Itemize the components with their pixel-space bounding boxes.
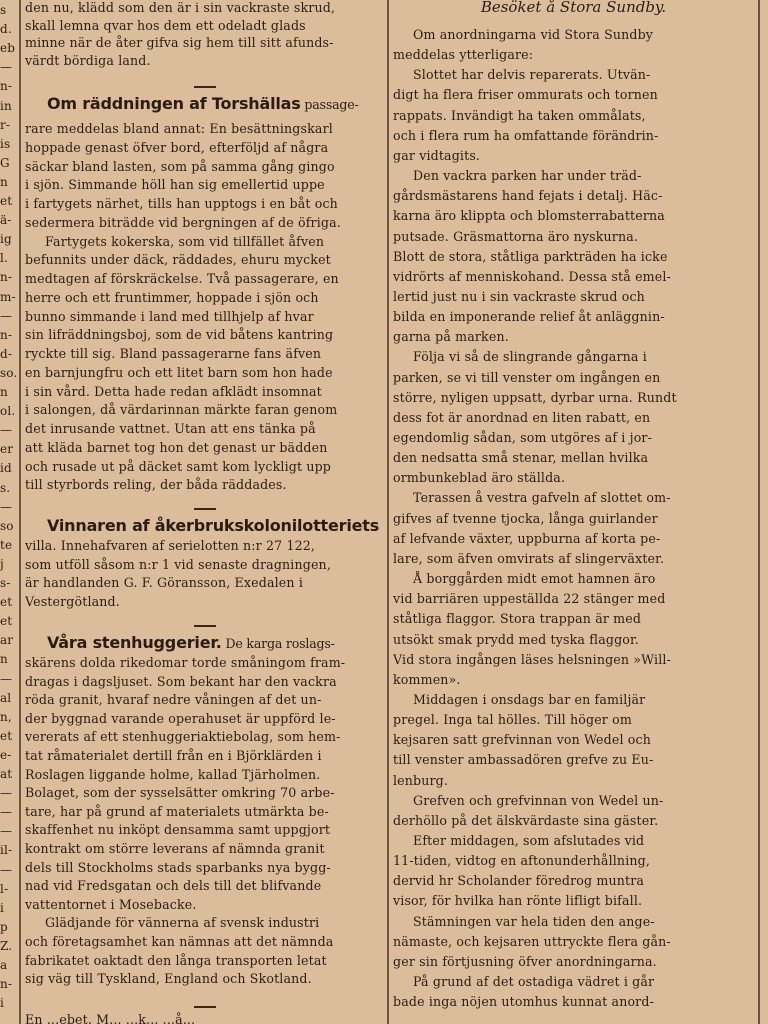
text-line: j (0, 556, 4, 571)
text-line: ger sin förtjusning öfver anordningarna. (393, 953, 657, 969)
text-line: s- (0, 576, 11, 590)
text-line: e- (0, 747, 12, 762)
text-line: kontrakt om större leverans af nämnda granit (25, 841, 325, 856)
text-line-cut: En ...ebet. M... ...k... ...å... (25, 1012, 196, 1024)
text-line: a (0, 958, 8, 972)
text-line: vid barriären uppeställda 22 stänger med (393, 591, 666, 607)
text-line: kejsaren satt grefvinnan von Wedel och (393, 732, 651, 748)
text-line: vidrörts af menniskohand. Dessa stå emel- (393, 268, 671, 284)
text-line: der byggnad varande operahuset är uppförd le- (25, 710, 336, 726)
text-line: Fartygets kokerska, som vid tillfället åfven (45, 233, 325, 249)
text-line: n- (0, 270, 13, 285)
text-line: villa. Innehafvaren af serielotten n:r 27 122, (25, 538, 316, 553)
text-line: r- (0, 117, 11, 132)
text-line: n (0, 385, 8, 399)
text-line: och rusade ut på däcket samt kom lyckligt upp (25, 458, 332, 474)
text-line: att kläda barnet tog hon det genast ur bädden (25, 439, 328, 455)
separator-dash (194, 86, 216, 88)
text-line: Roslagen liggande holme, kallad Tjärholmen. (25, 766, 321, 782)
text-line: so (0, 518, 14, 533)
text-line: Å borggården midt emot hamnen äro (413, 571, 656, 587)
text-line: digt ha flera friser ommurats och tornen (393, 87, 658, 103)
text-line: af lefvande växter, uppburna af korta pe- (393, 530, 661, 546)
text-line: och i flera rum ha omfattande förändrin- (393, 127, 659, 143)
column-rule-middle (387, 0, 389, 1024)
article-headline-torshalla: Om räddningen af Torshällas passage- (47, 94, 359, 113)
text-line: n (0, 652, 8, 667)
text-line: nad vid Fredsgatan och dels till det blifvande (25, 878, 322, 894)
text-line: säckar bland lasten, som på samma gång gingo (25, 158, 335, 174)
text-line: — (0, 805, 13, 820)
text-line: är handlanden G. F. Göransson, Exedalen i (25, 575, 303, 590)
article-title-sundby: Besöket å Stora Sundby. (480, 0, 667, 16)
text-line: Z. (0, 938, 13, 953)
text-line: Glädjande för vännerna af svensk industri (45, 915, 320, 931)
text-line: ståtliga flaggor. Stora trappan är med (393, 611, 642, 627)
text-line: gar vidtagits. (393, 147, 481, 163)
text-line: — (0, 671, 13, 686)
text-line: i sjön. Simmande höll han sig emellertid uppe (25, 177, 325, 193)
text-line: garna på marken. (393, 329, 509, 345)
text-line: tare, har på grund af materialets utmärkta be- (25, 803, 329, 819)
text-line: i sin vård. Detta hade redan afklädt insomnat (25, 383, 322, 399)
text-line: ig (0, 232, 12, 247)
text-line: dragas i dagsljuset. Som bekant har den vackra (25, 673, 337, 689)
text-line: — (0, 824, 13, 839)
text-line: herre och ett fruntimmer, hoppade i sjön och (25, 289, 319, 305)
text-line: n- (0, 79, 13, 94)
text-line: Bolaget, som der sysselsätter omkring 70 arbe- (25, 785, 335, 801)
text-line: parken, se vi till venster om ingången en (393, 369, 661, 385)
text-line: lare, som äfven omvirats af slingerväxter. (393, 550, 665, 566)
middle-column (23, 0, 385, 1024)
text-line: skaffenhet nu inköpt densamma samt uppgjort (25, 822, 331, 838)
text-line: dels till Stockholms stads sparbanks nya bygg- (25, 859, 331, 875)
text-line: hoppade genast öfver bord, efterföljd af några (25, 139, 329, 155)
text-line: n- (0, 327, 13, 342)
text-line: röda granit, hvaraf nedre våningen af det un- (25, 692, 322, 708)
text-line: medtagen af förskräckelse. Två passagerare, en (25, 271, 339, 286)
text-line: större, nyligen uppsatt, dyrbar urna. Rundt (393, 389, 677, 405)
text-line: er (0, 442, 14, 457)
text-line: rappats. Invändigt ha taken ommålats, (393, 107, 646, 123)
text-line: till venster ambassadören grefve zu Eu- (393, 752, 654, 768)
text-line: utsökt smak prydd med tyska flaggor. (393, 631, 639, 647)
text-line: en barnjungfru och ett litet barn som hon hade (25, 364, 333, 380)
text-line: Den vackra parken har under träd- (413, 168, 642, 184)
text-line: n- (0, 977, 13, 992)
text-line: eb (0, 41, 16, 56)
text-line: i (0, 900, 4, 915)
text-line: till styrbords reling, der båda räddades. (25, 477, 287, 493)
text-line: vattentornet i Mosebacke. (25, 896, 197, 912)
text-line: minne när de åter gifva sig hem till sitt afunds- (25, 35, 334, 50)
text-line: skall lemna qvar hos dem ett odeladt glads (25, 17, 306, 33)
text-line: lenburg. (393, 772, 449, 788)
text-line: Efter middagen, som afslutades vid (413, 833, 645, 848)
article-headline-stonecutters: Våra stenhuggerier. De karga roslags- (47, 633, 335, 652)
text-line: et (0, 194, 13, 208)
text-line: bunno simmande i land med tillhjelp af hvar (25, 308, 314, 324)
text-line: skärens dolda rikedomar torde småningom fram- (25, 655, 346, 670)
text-line: ol. (0, 404, 16, 419)
column-rule-left (19, 0, 21, 1024)
text-line: pregel. Inga tal hölles. Till höger om (393, 712, 632, 728)
text-line: dess fot är anordnad en liten rabatt, en (393, 409, 651, 425)
text-line: värdt bördiga land. (25, 52, 151, 68)
text-line: m- (0, 289, 16, 304)
text-line: — (0, 60, 13, 75)
text-line: et (0, 614, 13, 629)
text-line: Stämningen var hela tiden den ange- (413, 913, 655, 929)
text-line: som utföll såsom n:r 1 vid senaste dragningen, (25, 556, 331, 572)
text-line: det inrusande vattnet. Utan att ens tänka på (25, 421, 316, 436)
text-line: gifves af tvenne tjocka, långa guirlander (393, 510, 658, 526)
left-column-fragments (0, 0, 17, 1024)
text-line: bilda en imponerande relief åt anläggnin- (393, 309, 665, 325)
text-line: in (0, 98, 12, 113)
text-line: karna äro klippta och blomsterrabatterna (393, 208, 665, 224)
text-line: il- (0, 843, 13, 858)
text-line: tat råmaterialet dertill från en i Björklärden i (25, 748, 322, 763)
text-line: fabrikatet oaktadt den långa transporten letat (25, 952, 327, 968)
text-line: sedermera biträdde vid bergningen af de öfriga. (25, 214, 341, 230)
text-line: egendomlig sådan, som utgöres af i jor- (393, 430, 653, 445)
text-line: is (0, 136, 11, 151)
text-line: visor, för hvilka han rönte lifligt bifall. (393, 893, 643, 909)
column-rule-right (758, 0, 760, 1024)
text-line: — (0, 786, 13, 801)
text-line: Grefven och grefvinnan von Wedel un- (413, 792, 664, 808)
text-line: rare meddelas bland annat: En besättningskarl (25, 121, 333, 136)
text-line: al (0, 690, 12, 705)
text-line: Terassen å vestra gafveln af slottet om- (413, 490, 671, 506)
article-headline-lottery: Vinnaren af åkerbrukskolonilotteriets (47, 516, 380, 535)
text-line: at (0, 767, 13, 781)
text-line: och företagsamhet kan nämnas att det nämnda (25, 934, 334, 949)
text-line: ä- (0, 213, 12, 228)
text-line: gårdsmästarens hand fejats i detalj. Häc- (393, 188, 663, 204)
text-line: befunnits under däck, räddades, ehuru mycket (25, 252, 331, 268)
text-line: putsade. Gräsmattorna äro nyskurna. (393, 228, 639, 244)
text-line: n, (0, 709, 12, 724)
text-line: lertid just nu i sin vackraste skrud och (393, 288, 645, 304)
text-line: d. (0, 22, 12, 37)
text-line: — (0, 499, 13, 514)
separator-dash (194, 1006, 216, 1008)
text-line: — (0, 423, 13, 438)
text-line: i fartygets närhet, tills han upptogs i en båt och (25, 196, 338, 211)
text-line: bade inga nöjen utomhus kunnat anord- (393, 994, 654, 1010)
text-line: l- (0, 881, 9, 896)
text-line: sin lifräddningsboj, som de vid båtens kantring (25, 327, 334, 343)
text-line: et (0, 595, 13, 610)
text-line: et (0, 728, 13, 743)
text-line: so. (0, 365, 17, 380)
text-line: p (0, 919, 8, 934)
text-line: Middagen i onsdags bar en familjär (413, 691, 646, 707)
text-line: nämaste, och kejsaren uttryckte flera gån- (393, 933, 671, 949)
text-line: meddelas ytterligare: (393, 47, 534, 63)
text-line: s. (0, 480, 11, 495)
text-line: vererats af ett stenhuggeriaktiebolag, som hem- (25, 729, 341, 745)
text-line: Vid stora ingången läses helsningen »Will- (393, 651, 671, 667)
text-line: Om anordningarna vid Stora Sundby (413, 27, 654, 42)
text-line: G (0, 155, 10, 170)
text-line: i salongen, då värdarinnan märkte faran genom (25, 402, 338, 418)
text-line: kommen». (393, 671, 461, 687)
text-line: ormbunkeblad äro ställda. (393, 470, 566, 486)
text-line: n (0, 174, 8, 189)
text-line: — (0, 862, 13, 877)
text-line: d- (0, 346, 13, 361)
text-line: Blott de stora, ståtliga parkträden ha icke (393, 248, 668, 264)
text-line: — (0, 308, 13, 323)
text-line: Slottet har delvis reparerats. Utvän- (413, 67, 651, 83)
text-line: derhöllo på det älskvärdaste sina gäster. (393, 812, 659, 828)
text-line: i (0, 996, 4, 1011)
text-line: På grund af det ostadiga vädret i går (413, 974, 655, 990)
text-line: den nu, klädd som den är i sin vackraste skrud, (25, 0, 336, 15)
text-line: ryckte till sig. Bland passagerarne fans äfven (25, 346, 322, 361)
right-column (391, 0, 756, 1024)
separator-dash (194, 625, 216, 627)
text-line: dervid hr Scholander föredrog muntra (393, 873, 645, 889)
text-line: Följa vi så de slingrande gångarna i (413, 349, 647, 365)
text-line: ar (0, 633, 14, 648)
text-line: id (0, 461, 12, 476)
text-line: s (0, 3, 7, 17)
text-line: Vestergötland. (25, 593, 120, 609)
separator-dash (194, 508, 216, 510)
text-line: sig väg till Tyskland, England och Skotland. (25, 971, 312, 987)
text-line: te (0, 537, 13, 552)
text-line: den nedsatta små stenar, mellan hvilka (393, 450, 649, 466)
text-line: 11-tiden, vidtog en aftonunderhållning, (393, 853, 650, 869)
text-line: l. (0, 251, 8, 266)
